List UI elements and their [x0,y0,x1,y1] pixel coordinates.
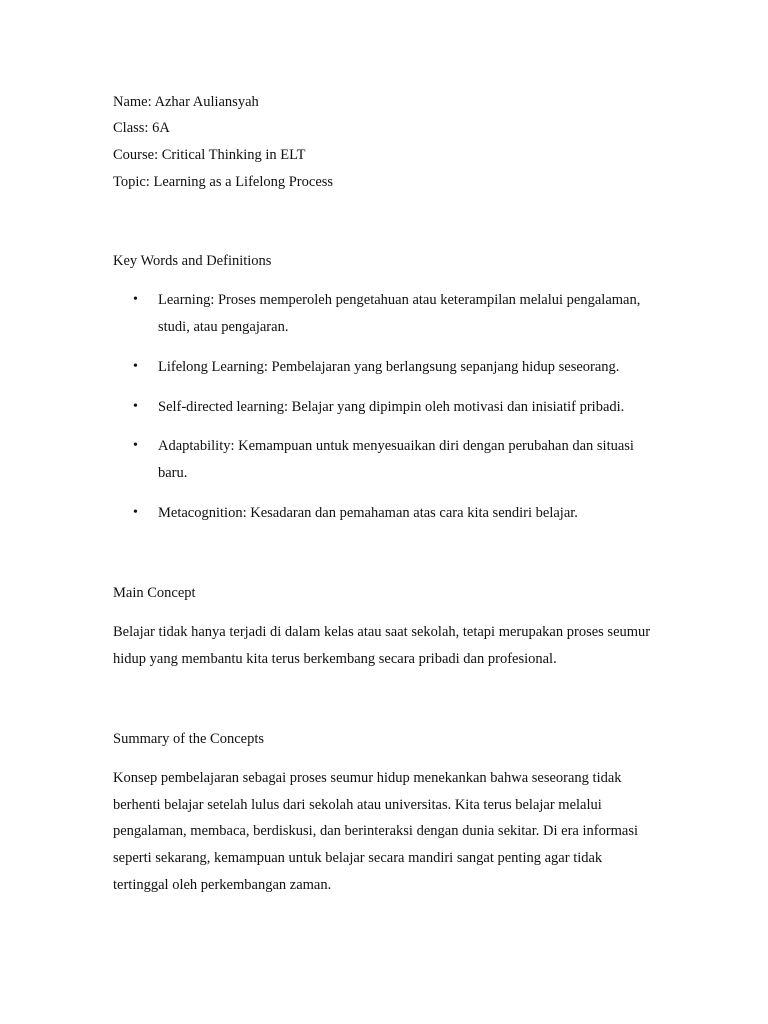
bullet-icon: • [133,292,138,307]
bullet-icon: • [133,438,138,453]
student-class: Class: 6A [113,120,170,136]
main-concept-heading: Main Concept [113,585,196,601]
bullet-icon: • [133,505,138,520]
keyword-item-text: Adaptability: Kemampuan untuk menyesuaikan diri dengan perubahan dan situasi baru. [158,438,634,481]
keyword-item-text: Learning: Proses memperoleh pengetahuan atau keterampilan melalui pengalaman, studi, atau pengajaran. [158,292,641,335]
course-name: Course: Critical Thinking in ELT [113,147,306,163]
student-name: Name: Azhar Auliansyah [113,94,259,110]
bullet-icon: • [133,399,138,414]
main-concept-body: Belajar tidak hanya terjadi di dalam kelas atau saat sekolah, tetapi merupakan proses seumur hidup yang membantu kita terus berkembang secara pribadi dan profesional. [113,624,651,667]
summary-body: Konsep pembelajaran sebagai proses seumur hidup menekankan bahwa seseorang tidak berhenti belajar setelah lulus dari sekolah atau universitas. Kita terus belajar melalui pengalaman, membaca, berdiskusi, dan berinteraksi dengan dunia sekitar. Di era informasi seperti sekarang, kemampuan untuk belajar secara mandiri sangat penting agar tidak tertinggal oleh perkembangan zaman. [113,770,639,893]
keyword-item-text: Self-directed learning: Belajar yang dipimpin oleh motivasi dan inisiatif pribadi. [158,399,625,415]
keyword-item-text: Metacognition: Kesadaran dan pemahaman atas cara kita sendiri belajar. [158,505,578,521]
topic-title: Topic: Learning as a Lifelong Process [113,174,334,190]
summary-heading: Summary of the Concepts [113,731,265,747]
bullet-icon: • [133,359,138,374]
keywords-heading: Key Words and Definitions [113,253,272,269]
keyword-item-text: Lifelong Learning: Pembelajaran yang berlangsung sepanjang hidup seseorang. [158,359,620,375]
